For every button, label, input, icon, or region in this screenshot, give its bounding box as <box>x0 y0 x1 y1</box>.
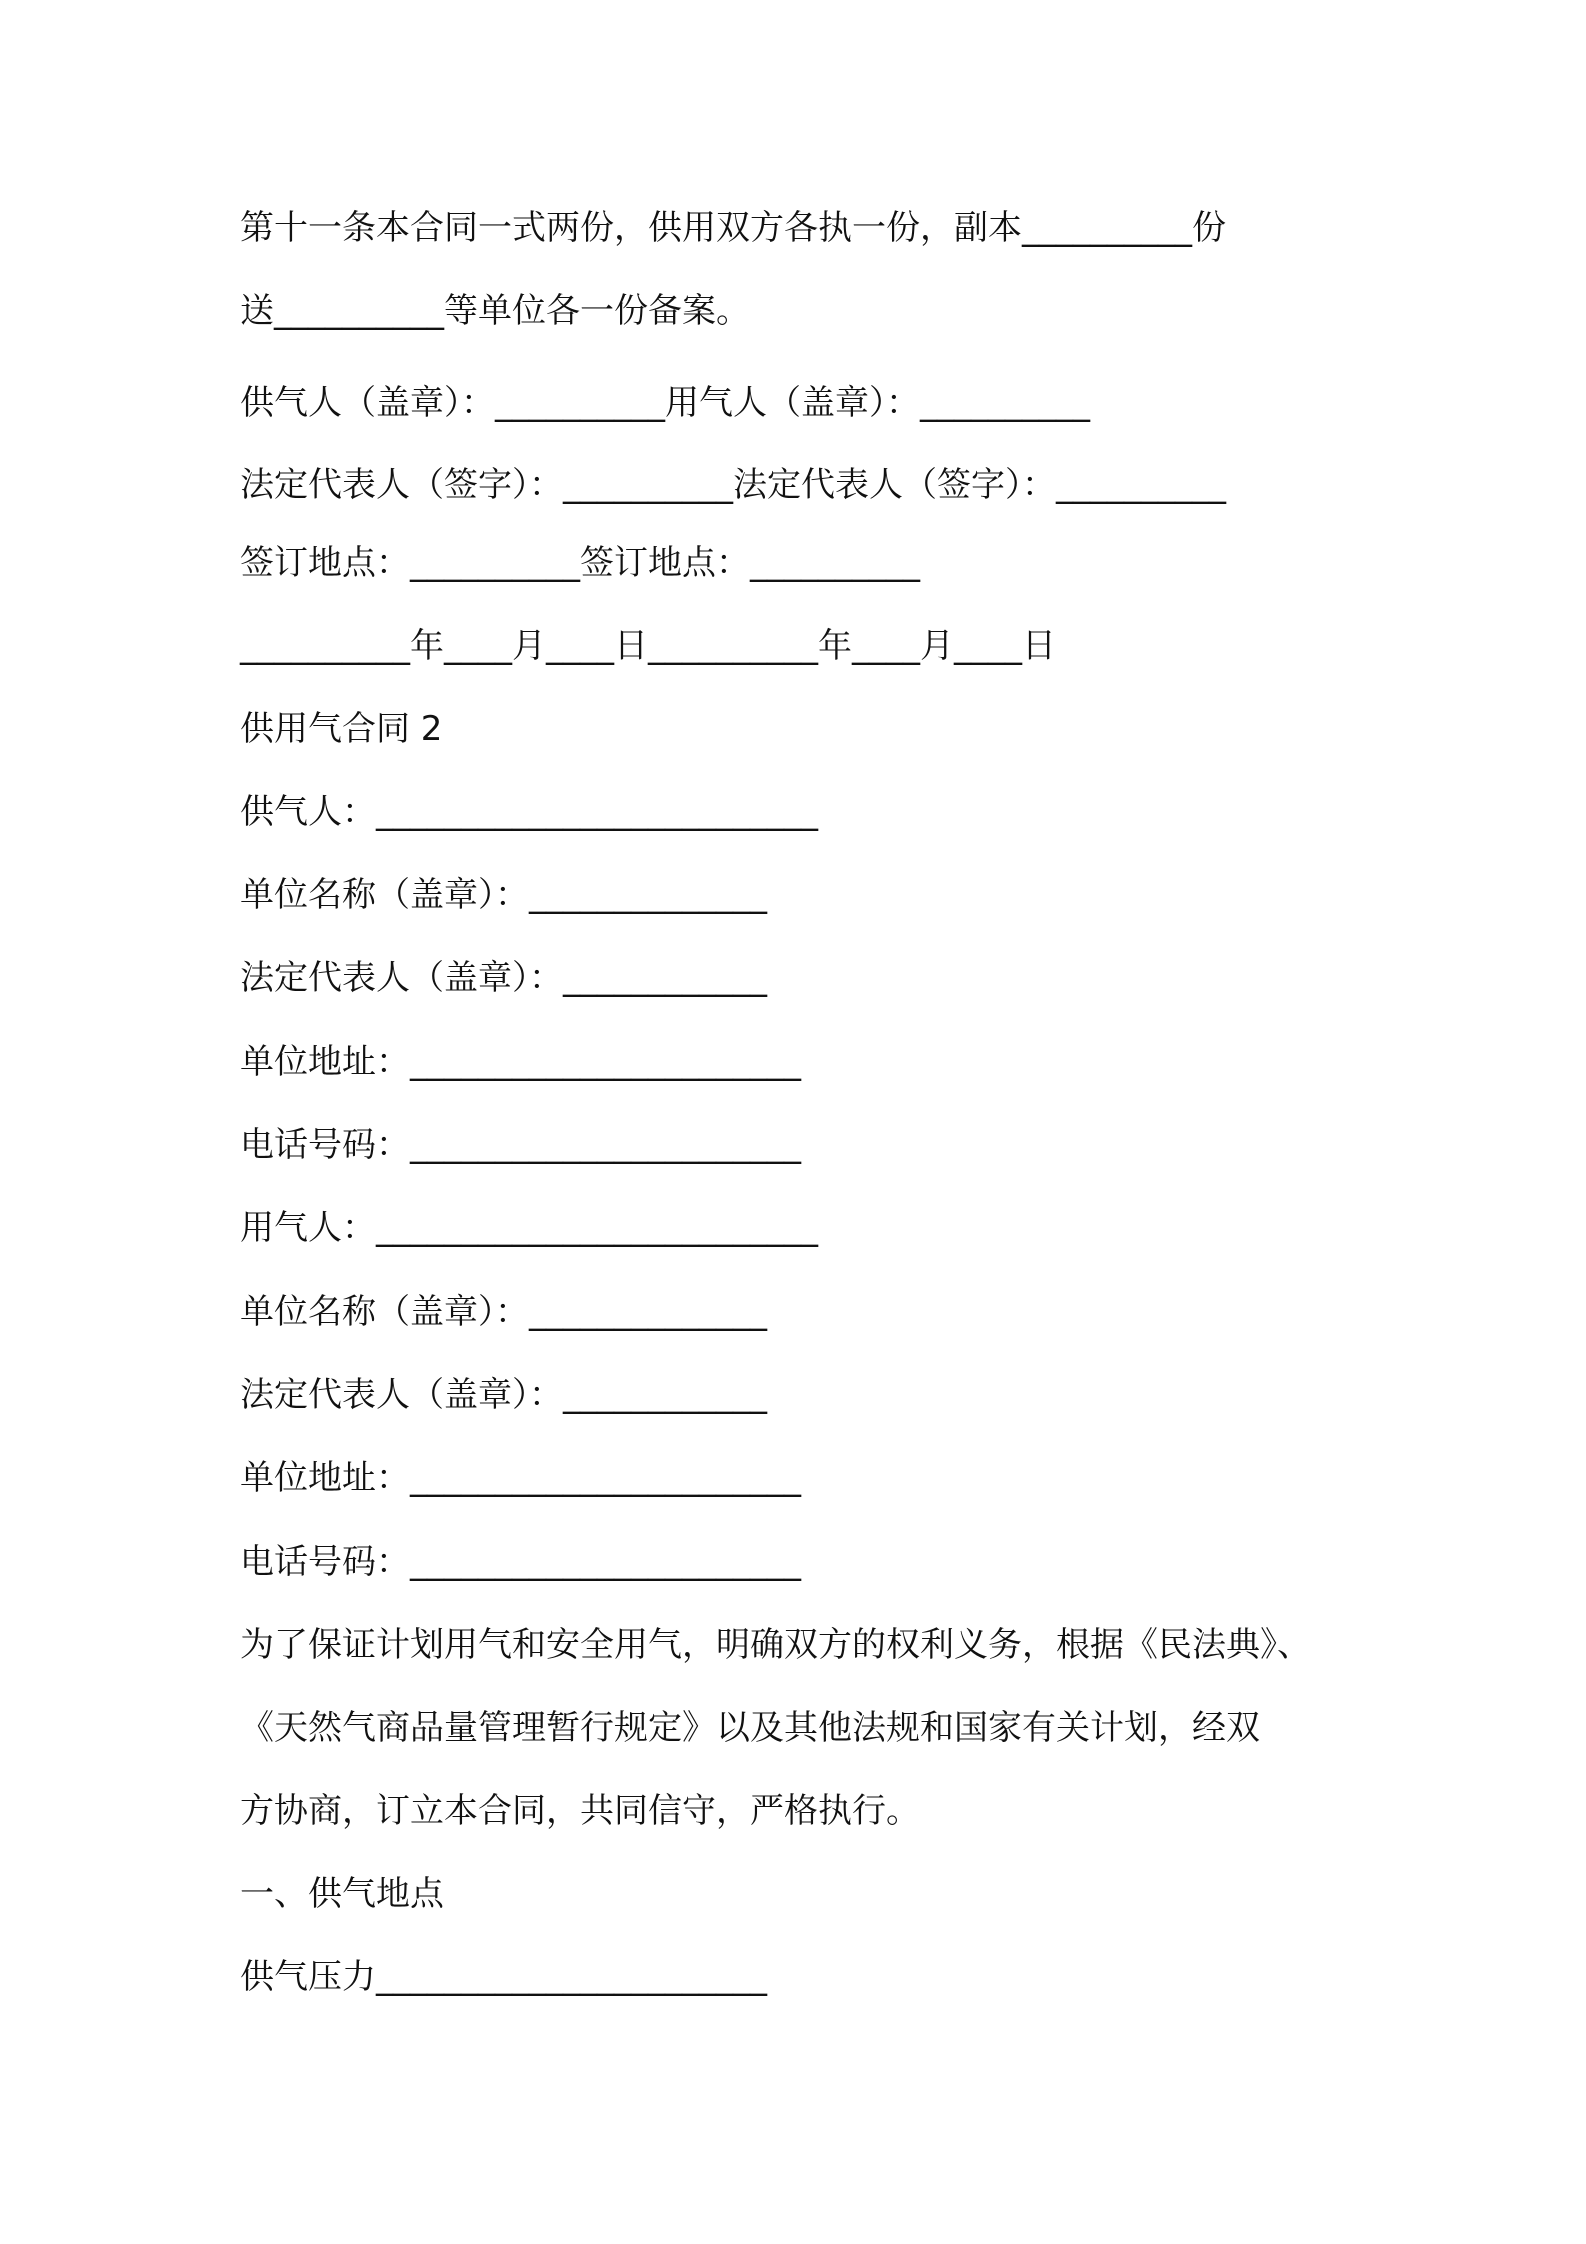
supplier-phone-field: 电话号码：_______________________ <box>240 1125 801 1165</box>
user-legal-rep-field: 法定代表人（盖章）：____________ <box>240 1375 767 1415</box>
user-address-field: 单位地址：_______________________ <box>240 1458 801 1498</box>
signing-date-line: __________年____月____日__________年____月____日 <box>240 626 1056 666</box>
section-heading-supply-location: 一、供气地点 <box>240 1874 444 1914</box>
supplier-address-field: 单位地址：_______________________ <box>240 1042 801 1082</box>
user-field: 用气人：__________________________ <box>240 1208 818 1248</box>
supplier-field: 供气人：__________________________ <box>240 792 818 832</box>
signature-seal-line: 供气人（盖章）：__________用气人（盖章）：__________ <box>240 383 1090 423</box>
supplier-unit-name-field: 单位名称（盖章）：______________ <box>240 875 767 915</box>
preamble-line-3: 方协商，订立本合同，共同信守，严格执行。 <box>240 1791 920 1831</box>
contract-2-title: 供用气合同 2 <box>240 709 443 749</box>
preamble-line-2: 《天然气商品量管理暂行规定》以及其他法规和国家有关计划，经双 <box>240 1708 1260 1748</box>
supplier-legal-rep-field: 法定代表人（盖章）：____________ <box>240 958 767 998</box>
signing-place-line: 签订地点：__________签订地点：__________ <box>240 543 920 583</box>
clause-eleven-line-1: 第十一条本合同一式两份，供用双方各执一份，副本__________份 <box>240 208 1226 248</box>
user-phone-field: 电话号码：_______________________ <box>240 1542 801 1582</box>
clause-eleven-line-2: 送__________等单位各一份备案。 <box>240 291 750 331</box>
user-unit-name-field: 单位名称（盖章）：______________ <box>240 1292 767 1332</box>
legal-representative-sign-line: 法定代表人（签字）：__________法定代表人（签字）：__________ <box>240 465 1226 505</box>
supply-pressure-field: 供气压力_______________________ <box>240 1957 767 1997</box>
preamble-line-1: 为了保证计划用气和安全用气，明确双方的权利义务，根据《民法典》、 <box>240 1625 1311 1665</box>
